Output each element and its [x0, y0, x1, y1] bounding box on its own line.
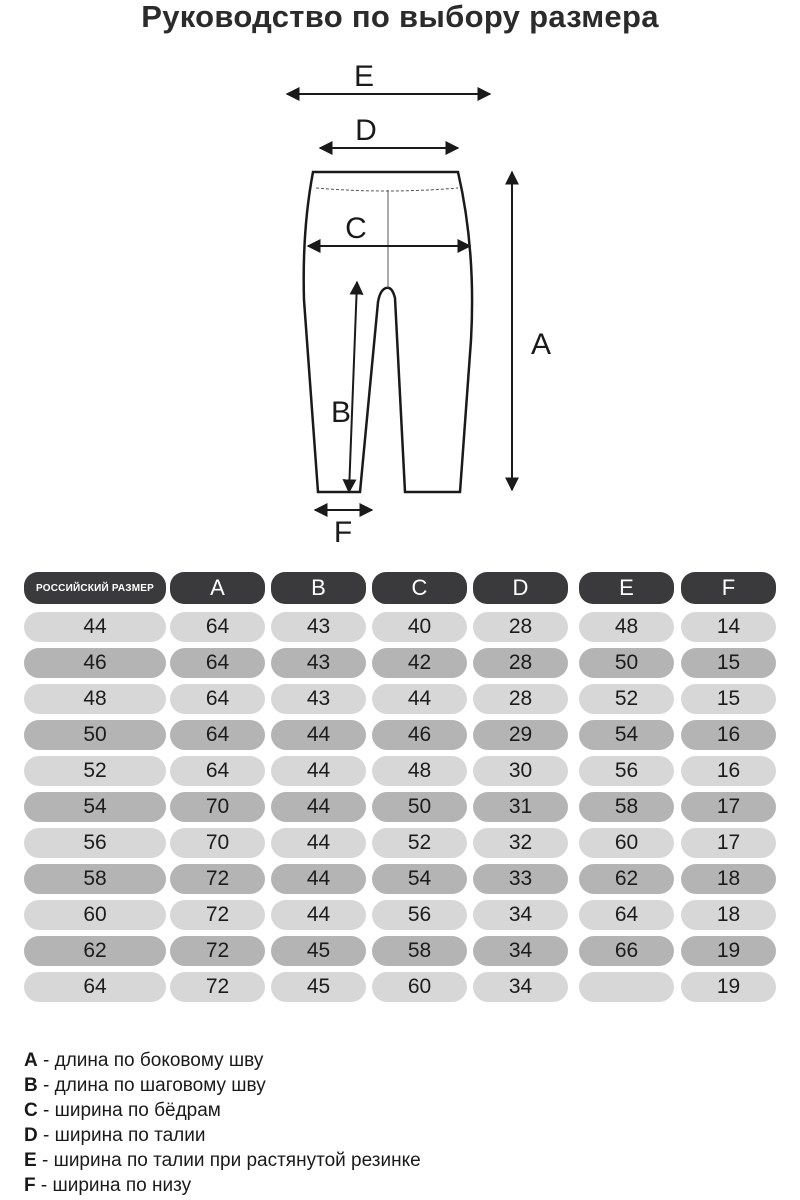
legend-text: - ширина по талии при растянутой резинке — [36, 1150, 421, 1171]
value-cell-b: 43 — [271, 648, 366, 678]
header-c: C — [372, 572, 467, 604]
legend-letter: E — [24, 1150, 37, 1171]
value-cell-b: 44 — [271, 900, 366, 930]
value-cell-c: 40 — [372, 612, 467, 642]
waistband-line — [316, 188, 458, 191]
size-cell: 54 — [24, 792, 166, 822]
value-cell-f: 16 — [681, 756, 776, 786]
value-cell-e: 66 — [579, 936, 674, 966]
value-cell-d: 33 — [473, 864, 568, 894]
table-header-row — [24, 572, 780, 612]
pants-diagram-svg — [0, 40, 800, 560]
value-cell-a: 70 — [170, 792, 265, 822]
pants-measurement-diagram — [0, 40, 800, 560]
value-cell-c: 52 — [372, 828, 467, 858]
table-row — [24, 828, 780, 864]
label-a: A — [530, 328, 552, 361]
header-d: D — [473, 572, 568, 604]
value-cell-e — [579, 972, 674, 1002]
value-cell-e: 60 — [579, 828, 674, 858]
size-cell: 48 — [24, 684, 166, 714]
size-cell: 64 — [24, 972, 166, 1002]
value-cell-f: 14 — [681, 612, 776, 642]
table-row — [24, 864, 780, 900]
value-cell-f: 18 — [681, 900, 776, 930]
measurement-legend — [24, 1048, 764, 1198]
value-cell-d: 34 — [473, 936, 568, 966]
legend-letter: D — [24, 1125, 38, 1146]
value-cell-a: 64 — [170, 648, 265, 678]
value-cell-e: 64 — [579, 900, 674, 930]
size-cell: 46 — [24, 648, 166, 678]
value-cell-f: 19 — [681, 936, 776, 966]
value-cell-b: 44 — [271, 792, 366, 822]
value-cell-d: 32 — [473, 828, 568, 858]
value-cell-d: 28 — [473, 648, 568, 678]
value-cell-e: 50 — [579, 648, 674, 678]
table-row — [24, 648, 780, 684]
label-d: D — [355, 114, 377, 147]
size-table — [24, 572, 780, 1008]
value-cell-b: 45 — [271, 936, 366, 966]
value-cell-c: 50 — [372, 792, 467, 822]
size-cell: 58 — [24, 864, 166, 894]
legend-text: - ширина по низу — [35, 1175, 192, 1196]
value-cell-a: 72 — [170, 864, 265, 894]
size-cell: 44 — [24, 612, 166, 642]
legend-letter: F — [24, 1175, 36, 1196]
value-cell-a: 64 — [170, 612, 265, 642]
table-row — [24, 936, 780, 972]
value-cell-b: 44 — [271, 720, 366, 750]
table-row — [24, 720, 780, 756]
header-f: F — [681, 572, 776, 604]
size-cell: 62 — [24, 936, 166, 966]
value-cell-f: 18 — [681, 864, 776, 894]
label-f: F — [333, 516, 353, 549]
value-cell-d: 34 — [473, 972, 568, 1002]
legend-item — [24, 1173, 764, 1198]
arrow-b — [349, 282, 357, 492]
value-cell-d: 28 — [473, 684, 568, 714]
value-cell-f: 17 — [681, 828, 776, 858]
value-cell-f: 17 — [681, 792, 776, 822]
size-cell: 56 — [24, 828, 166, 858]
value-cell-a: 64 — [170, 756, 265, 786]
value-cell-d: 30 — [473, 756, 568, 786]
size-cell: 52 — [24, 756, 166, 786]
value-cell-a: 72 — [170, 972, 265, 1002]
table-row — [24, 756, 780, 792]
value-cell-b: 45 — [271, 972, 366, 1002]
legend-letter: C — [24, 1100, 38, 1121]
value-cell-c: 56 — [372, 900, 467, 930]
header-b: B — [271, 572, 366, 604]
value-cell-c: 58 — [372, 936, 467, 966]
legend-letter: B — [24, 1075, 38, 1096]
value-cell-a: 64 — [170, 684, 265, 714]
legend-text: - ширина по бёдрам — [37, 1100, 221, 1121]
value-cell-c: 42 — [372, 648, 467, 678]
legend-text: - длина по боковому шву — [37, 1050, 264, 1071]
table-row — [24, 792, 780, 828]
value-cell-f: 16 — [681, 720, 776, 750]
legend-text: - длина по шаговому шву — [37, 1075, 266, 1096]
value-cell-f: 15 — [681, 684, 776, 714]
table-row — [24, 900, 780, 936]
legend-letter: A — [24, 1050, 38, 1071]
value-cell-e: 62 — [579, 864, 674, 894]
value-cell-d: 34 — [473, 900, 568, 930]
value-cell-d: 31 — [473, 792, 568, 822]
legend-item — [24, 1048, 764, 1073]
value-cell-e: 52 — [579, 684, 674, 714]
value-cell-b: 44 — [271, 864, 366, 894]
value-cell-d: 28 — [473, 612, 568, 642]
legend-item — [24, 1073, 764, 1098]
value-cell-e: 54 — [579, 720, 674, 750]
value-cell-e: 48 — [579, 612, 674, 642]
value-cell-b: 44 — [271, 828, 366, 858]
value-cell-b: 43 — [271, 684, 366, 714]
table-row — [24, 684, 780, 720]
label-c: C — [345, 212, 367, 245]
legend-item — [24, 1098, 764, 1123]
value-cell-d: 29 — [473, 720, 568, 750]
label-b: B — [330, 396, 352, 429]
legend-item — [24, 1123, 764, 1148]
size-cell: 60 — [24, 900, 166, 930]
table-row — [24, 612, 780, 648]
value-cell-b: 43 — [271, 612, 366, 642]
table-row — [24, 972, 780, 1008]
legend-item — [24, 1148, 764, 1173]
header-a: A — [170, 572, 265, 604]
size-cell: 50 — [24, 720, 166, 750]
value-cell-c: 48 — [372, 756, 467, 786]
header-e: E — [579, 572, 674, 604]
value-cell-e: 56 — [579, 756, 674, 786]
value-cell-a: 64 — [170, 720, 265, 750]
value-cell-a: 72 — [170, 900, 265, 930]
value-cell-c: 46 — [372, 720, 467, 750]
label-e: E — [353, 60, 375, 93]
header-russian-size: РОССИЙСКИЙ РАЗМЕР — [24, 572, 166, 604]
value-cell-f: 15 — [681, 648, 776, 678]
page-title: Руководство по выбору размера — [141, 0, 659, 34]
value-cell-b: 44 — [271, 756, 366, 786]
value-cell-e: 58 — [579, 792, 674, 822]
value-cell-a: 70 — [170, 828, 265, 858]
value-cell-c: 44 — [372, 684, 467, 714]
value-cell-a: 72 — [170, 936, 265, 966]
value-cell-c: 60 — [372, 972, 467, 1002]
value-cell-f: 19 — [681, 972, 776, 1002]
value-cell-c: 54 — [372, 864, 467, 894]
legend-text: - ширина по талии — [37, 1125, 206, 1146]
